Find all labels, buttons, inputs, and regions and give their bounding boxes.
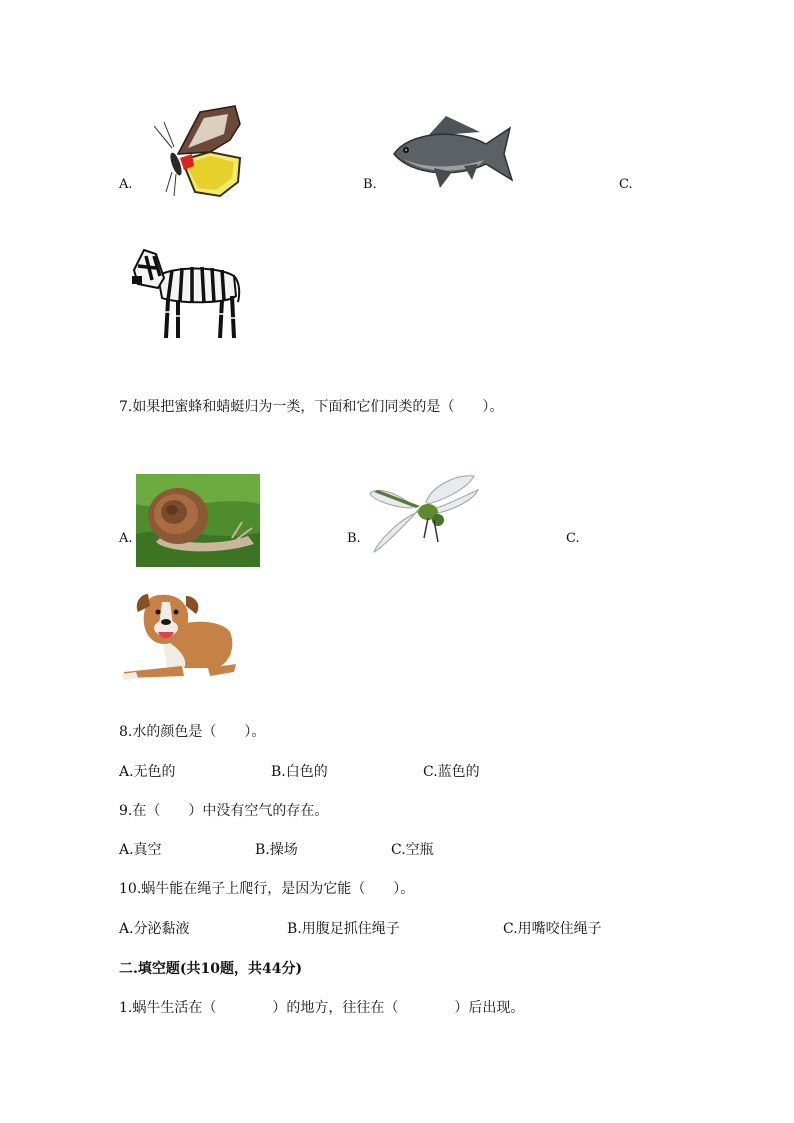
q9-question-text: 9.在（ ）中没有空气的存在。 [119,803,329,819]
q6-option-b-label: B. [363,177,377,192]
q6-option-a-label: A. [119,177,133,192]
q8-option-a: A.无色的 [119,764,176,780]
butterfly-image [140,104,250,198]
q7-option-a-label: A. [119,531,133,546]
q8-question-text: 8.水的颜色是（ ）。 [119,724,266,740]
dragonfly-image [368,472,480,558]
q7-question-text: 7.如果把蜜蜂和蜻蜓归为一类，下面和它们同类的是（ ）。 [119,399,504,415]
q9-option-b: B.操场 [255,842,298,858]
fill-question-1: 1.蜗牛生活在（ ）的地方，往往在（ ）后出现。 [119,1000,525,1016]
fish-image [388,114,516,192]
snail-image [136,474,260,567]
q10-question-text: 10.蜗牛能在绳子上爬行，是因为它能（ ）。 [119,881,415,897]
section-heading: 二.填空题(共10题，共44分) [119,961,303,977]
q6-option-c-label: C. [619,177,633,192]
q10-option-c: C.用嘴咬住绳子 [503,921,602,937]
q7-option-c-label: C. [566,531,580,546]
q7-option-b-label: B. [347,531,361,546]
dog-image [120,588,238,682]
q9-option-a: A.真空 [119,842,162,858]
q9-option-c: C.空瓶 [391,842,434,858]
q10-option-a: A.分泌黏液 [119,921,190,937]
q10-option-b: B.用腹足抓住绳子 [287,921,400,937]
q8-option-c: C.蓝色的 [423,764,480,780]
q8-option-b: B.白色的 [271,764,328,780]
zebra-image [128,246,242,342]
